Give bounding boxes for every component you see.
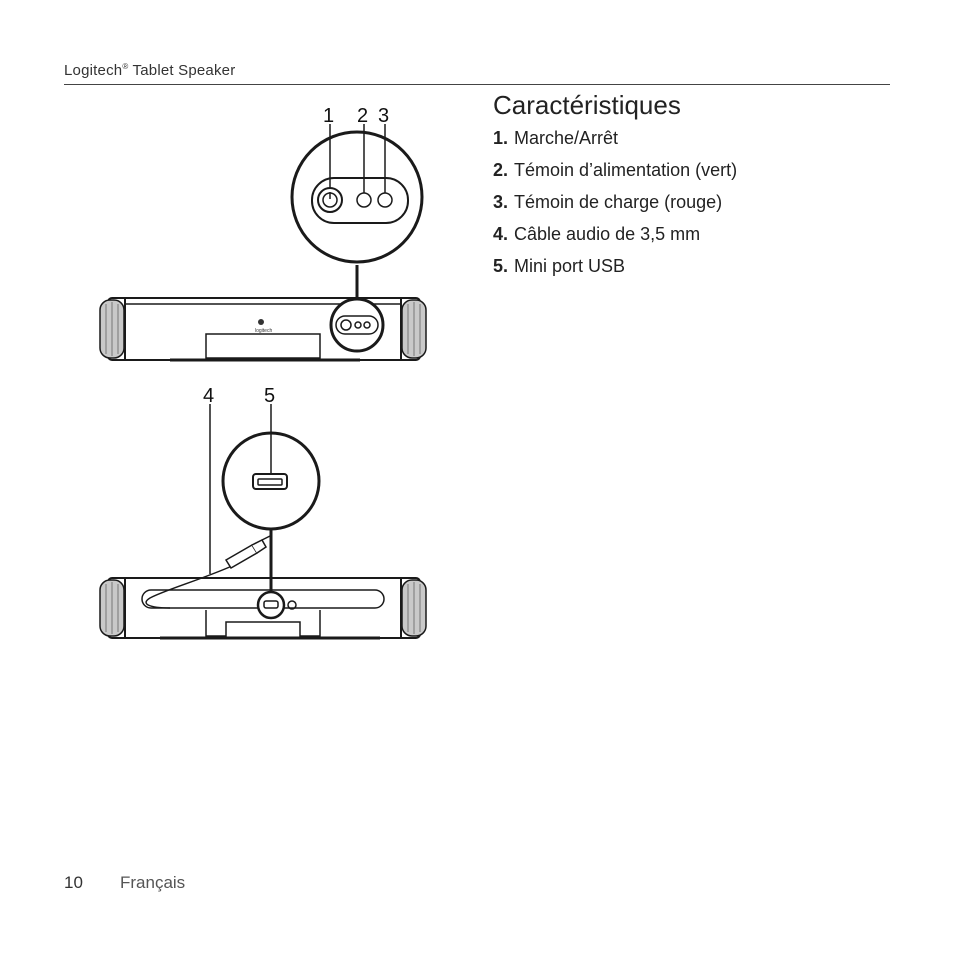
speaker-diagram <box>95 100 435 645</box>
control-panel-zoom <box>292 124 422 262</box>
header-product: Tablet Speaker <box>132 62 236 79</box>
feature-label: Mini port USB <box>514 256 626 276</box>
feature-item <box>493 254 737 286</box>
callout-5: 5 <box>264 385 276 407</box>
feature-number: 2. <box>493 160 509 180</box>
feature-number: 4. <box>493 224 509 244</box>
usb-port-small <box>258 592 284 618</box>
feature-number: 1. <box>493 128 509 148</box>
running-header <box>64 62 235 79</box>
section-title: Caractéristiques <box>493 90 681 120</box>
feature-item <box>493 158 737 190</box>
feature-label: Marche/Arrêt <box>514 128 619 148</box>
logo-text: logitech <box>255 328 273 334</box>
right-grille-front <box>402 300 426 358</box>
feature-item <box>493 222 737 254</box>
feature-number: 3. <box>493 192 509 212</box>
feature-number: 5. <box>493 256 509 276</box>
feature-label: Témoin d’alimentation (vert) <box>514 160 738 180</box>
header-brand: Logitech <box>64 62 123 79</box>
callout-4: 4 <box>203 385 215 407</box>
feature-list <box>493 126 737 286</box>
right-grille-rear <box>402 580 426 636</box>
feature-label: Témoin de charge (rouge) <box>514 192 723 212</box>
callout-3: 3 <box>378 105 390 127</box>
page-number: 10 <box>64 873 83 892</box>
feature-item <box>493 190 737 222</box>
left-grille-front <box>100 300 124 358</box>
footer-language: Français <box>120 873 186 892</box>
left-grille-rear <box>100 580 124 636</box>
callout-2: 2 <box>357 105 369 127</box>
feature-item <box>493 126 737 158</box>
callout-1: 1 <box>323 105 335 127</box>
control-panel-small <box>331 299 383 351</box>
trademark-symbol: ® <box>122 62 129 71</box>
feature-label: Câble audio de 3,5 mm <box>514 224 701 244</box>
header-rule <box>64 84 890 85</box>
